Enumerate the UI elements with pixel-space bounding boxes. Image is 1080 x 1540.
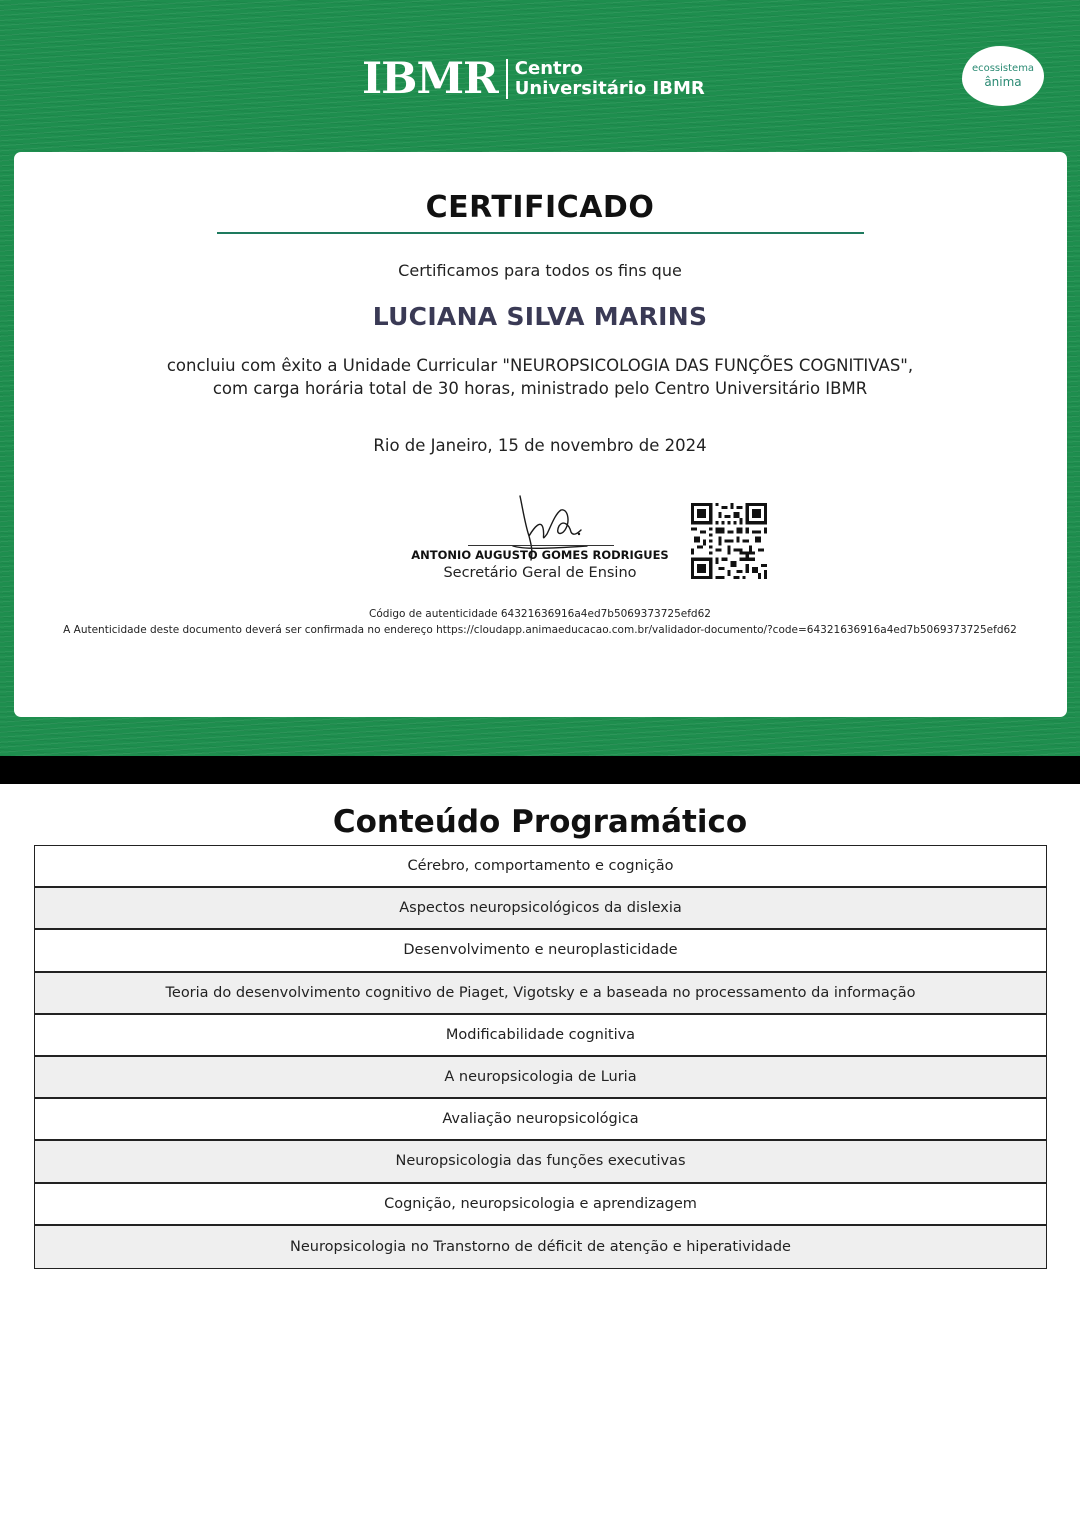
program-row: Teoria do desenvolvimento cognitivo de Piaget, Vigotsky e a baseada no processamento da informação bbox=[35, 973, 1046, 1015]
page-separator bbox=[0, 756, 1080, 784]
program-row: Cognição, neuropsicologia e aprendizagem bbox=[35, 1184, 1046, 1226]
signer-name: ANTONIO AUGUSTO GOMES RODRIGUES bbox=[411, 548, 669, 562]
authenticity-note: A Autenticidade deste documento deverá ser confirmada no endereço https://cloudapp.animaeducacao.com.br/validador-documento/?code=64321636916a4ed7b5069373725efd62 bbox=[63, 624, 1017, 636]
ibmr-logo bbox=[362, 53, 705, 104]
student-name: LUCIANA SILVA MARINS bbox=[372, 302, 708, 331]
signer-role: Secretário Geral de Ensino bbox=[443, 565, 637, 581]
certificate-body-line1: concluiu com êxito a Unidade Curricular "NEUROPSICOLOGIA DAS FUNÇÕES COGNITIVAS", bbox=[166, 356, 914, 375]
program-title: Conteúdo Programático bbox=[332, 804, 748, 840]
program-row: Avaliação neuropsicológica bbox=[35, 1099, 1046, 1141]
logo-divider bbox=[506, 59, 508, 99]
badge-line1: ecossistema bbox=[971, 63, 1035, 74]
ecossistema-anima-badge bbox=[962, 46, 1044, 106]
qr-code bbox=[691, 503, 767, 579]
certificate-date: Rio de Janeiro, 15 de novembro de 2024 bbox=[373, 436, 707, 455]
certificate-title: CERTIFICADO bbox=[425, 190, 655, 225]
program-row: Aspectos neuropsicológicos da dislexia bbox=[35, 888, 1046, 930]
title-underline bbox=[217, 232, 864, 234]
program-row: Neuropsicologia das funções executivas bbox=[35, 1141, 1046, 1183]
program-row: Desenvolvimento e neuroplasticidade bbox=[35, 930, 1046, 972]
program-row: A neuropsicologia de Luria bbox=[35, 1057, 1046, 1099]
program-table bbox=[34, 845, 1047, 1269]
certificate-body-line2: com carga horária total de 30 horas, ministrado pelo Centro Universitário IBMR bbox=[212, 379, 868, 398]
program-row: Cérebro, comportamento e cognição bbox=[35, 846, 1046, 888]
signature-line bbox=[468, 545, 614, 546]
authenticity-code: Código de autenticidade 64321636916a4ed7b5069373725efd62 bbox=[369, 608, 711, 620]
logo-text bbox=[515, 59, 705, 99]
program-row: Neuropsicologia no Transtorno de déficit de atenção e hiperatividade bbox=[35, 1226, 1046, 1268]
program-row: Modificabilidade cognitiva bbox=[35, 1015, 1046, 1057]
badge-line2: ânima bbox=[984, 75, 1022, 89]
logo-text-line1: Centro bbox=[514, 58, 583, 79]
certificate-intro: Certificamos para todos os fins que bbox=[398, 261, 682, 280]
logo-text-line2: Universitário IBMR bbox=[514, 78, 705, 99]
logo-mark: IBMR bbox=[362, 53, 498, 104]
